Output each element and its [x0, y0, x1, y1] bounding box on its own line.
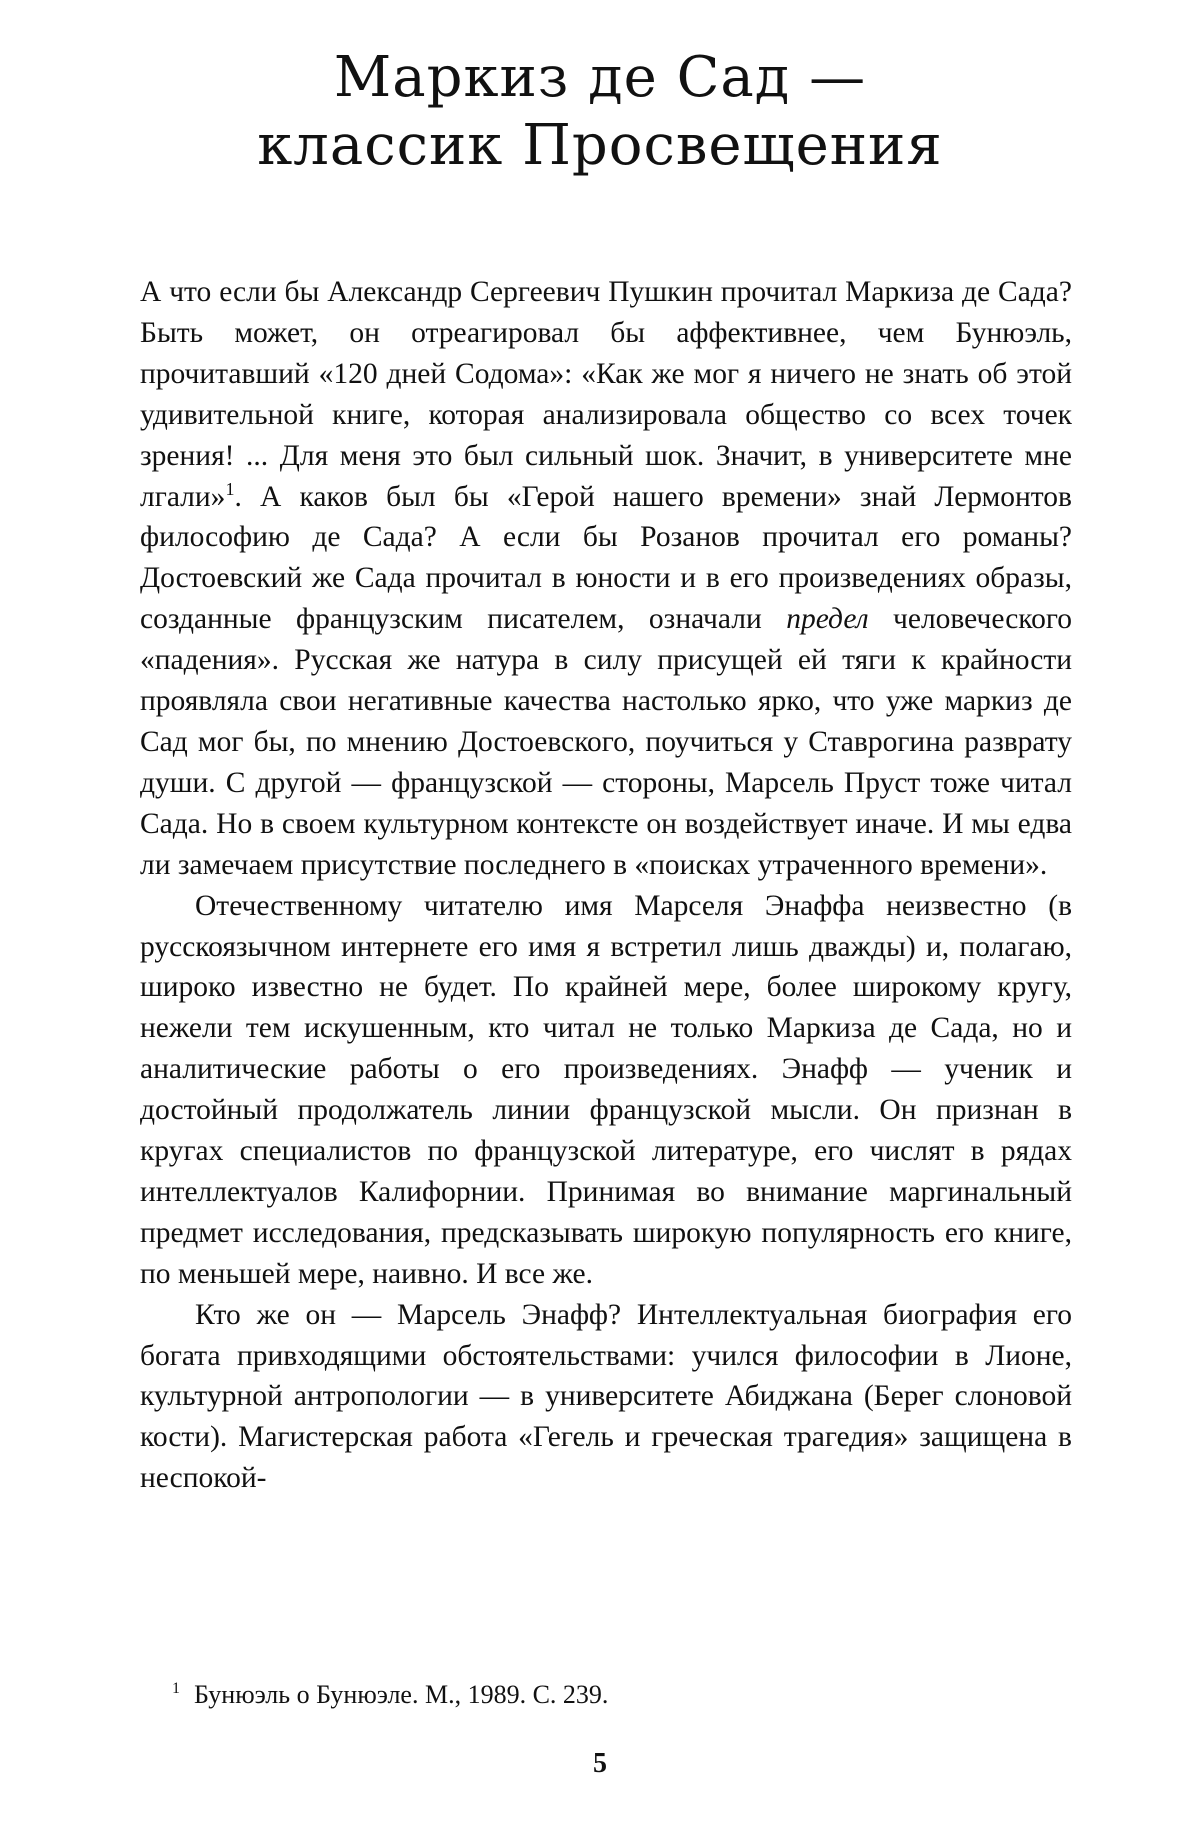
paragraph-1 — [140, 272, 1072, 886]
paragraph-1-part-c: человеческого «падения». Русская же натура в силу присущей ей тяги к крайности проявляла свои негативные качества настолько ярко, что уже маркиз де Сад мог бы, по мнению Достоевского, поучиться у Ставрогина разврату души. С другой — французской — стороны, Марсель Пруст тоже читал Сада. Но в своем культурном контексте он воздействует иначе. И мы едва ли замечаем присутствие последнего в «поисках утраченного времени». — [140, 603, 1072, 881]
emphasis-word: предел — [786, 603, 869, 636]
chapter-title-line-2: классик Просвещения — [257, 113, 943, 178]
paragraph-1-part-b: . А каков был бы «Герой нашего времени» знай Лермонтов философию де Сада? А если бы Розанов прочитал его романы? Достоевский же Сада прочитал в юности и в его произведениях образы, созданные французским писателем, означали — [140, 480, 1072, 636]
body-text — [140, 272, 1072, 1499]
paragraph-1-part-a: А что если бы Александр Сергеевич Пушкин прочитал Маркиза де Сада? Быть может, он отреагировал бы аффективнее, чем Бунюэль, прочитавший «120 дней Содома»: «Как же мог я ничего не знать об этой удивительной книге, которая анализировала общество со всех точек зрения! ... Для меня это был сильный шок. Значит, в университете мне лгали» — [140, 276, 1072, 513]
page-number: 5 — [593, 1748, 607, 1779]
footnote — [172, 1678, 1072, 1712]
footnote-reference: 1 — [225, 478, 235, 499]
chapter-title — [0, 44, 1200, 180]
paragraph-2: Отечественному читателю имя Марселя Энаффа неизвестно (в русскоязычном интернете его имя я встретил лишь дважды) и, полагаю, широко известно не будет. По крайней мере, более широкому кругу, нежели тем искушенным, кто читал не только Маркиза де Сада, но и аналитические работы о его произведениях. Энафф — ученик и достойный продолжатель линии французской мысли. Он признан в кругах специалистов по французской литературе, его числят в рядах интеллектуалов Калифорнии. Принимая во внимание маргинальный предмет исследования, предсказывать широкую популярность его книге, по меньшей мере, наивно. И все же. — [140, 889, 1072, 1290]
paragraph-3: Кто же он — Марсель Энафф? Интеллектуальная биография его богата привходящими обстоятельствами: учился философии в Лионе, культурной антропологии — в университете Абиджана (Берег слоновой кости). Магистерская работа «Гегель и греческая трагедия» защищена в неспокой- — [140, 1298, 1072, 1495]
footnote-mark: 1 — [172, 1680, 180, 1698]
footnote-text: Бунюэль о Бунюэле. М., 1989. С. 239. — [194, 1680, 609, 1709]
chapter-title-line-1: Маркиз де Сад — — [333, 45, 867, 110]
